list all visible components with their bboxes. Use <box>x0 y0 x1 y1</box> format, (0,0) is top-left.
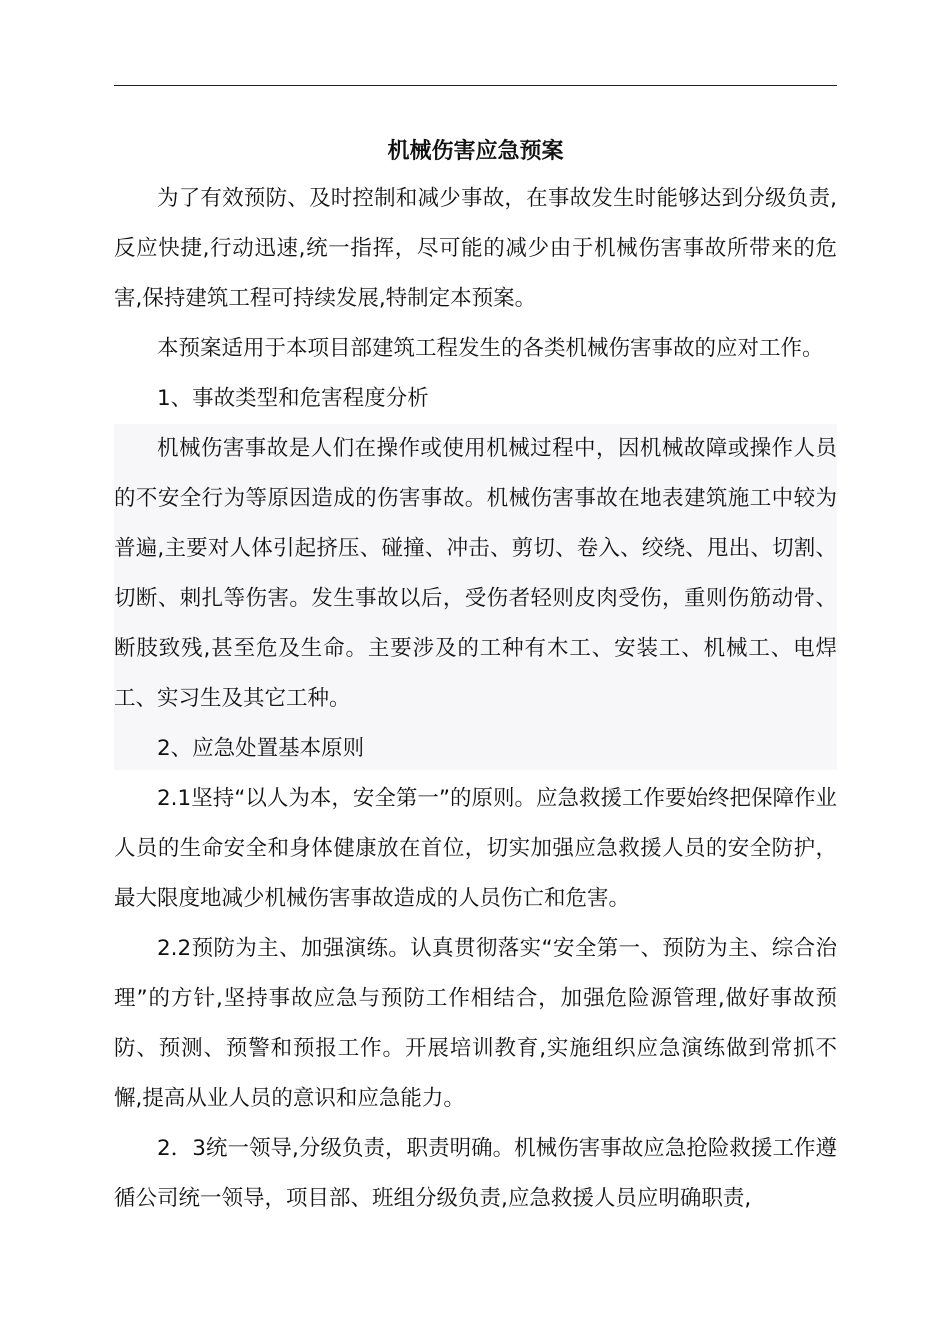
paragraph-principle-2-2: 2.2预防为主、加强演练。认真贯彻落实“安全第一、预防为主、综合治理”的方针,坚持事故应急与预防工作相结合，加强危险源管理,做好事故预防、预测、预警和预报工作。开展培训教育,实施组织应急演练做到常抓不懈,提高从业人员的意识和应急能力。 <box>114 936 837 1111</box>
paragraph-purpose: 为了有效预防、及时控制和减少事故，在事故发生时能够达到分级负责,反应快捷,行动迅速,统一指挥，尽可能的减少由于机械伤害事故所带来的危害,保持建筑工程可持续发展,特制定本预案。 <box>114 186 837 311</box>
paragraph-accident-analysis: 机械伤害事故是人们在操作或使用机械过程中，因机械故障或操作人员的不安全行为等原因造成的伤害事故。机械伤害事故在地表建筑施工中较为普遍,主要对人体引起挤压、碰撞、冲击、剪切、卷入、绞绕、甩出、切割、切断、刺扎等伤害。发生事故以后，受伤者轻则皮肉受伤，重则伤筋动骨、断肢致残,甚至危及生命。主要涉及的工种有木工、安装工、机械工、电焊工、实习生及其它工种。 <box>114 436 837 711</box>
document-title: 机械伤害应急预案 <box>387 139 564 164</box>
document-body <box>114 130 837 1224</box>
paragraph-principle-2-3: 2．3统一领导,分级负责，职责明确。机械伤害事故应急抢险救援工作遵循公司统一领导，项目部、班组分级负责,应急救援人员应明确职责, <box>114 1136 837 1211</box>
paragraph-principle-2-1: 2.1坚持“以人为本，安全第一”的原则。应急救援工作要始终把保障作业人员的生命安全和身体健康放在首位，切实加强应急救援人员的安全防护，最大限度地减少机械伤害事故造成的人员伤亡和危害。 <box>114 786 837 911</box>
header-rule <box>114 85 837 86</box>
section-heading-2: 2、应急处置基本原则 <box>157 736 365 761</box>
paragraph-scope: 本预案适用于本项目部建筑工程发生的各类机械伤害事故的应对工作。 <box>157 336 824 361</box>
section-heading-1: 1、事故类型和危害程度分析 <box>157 386 429 411</box>
